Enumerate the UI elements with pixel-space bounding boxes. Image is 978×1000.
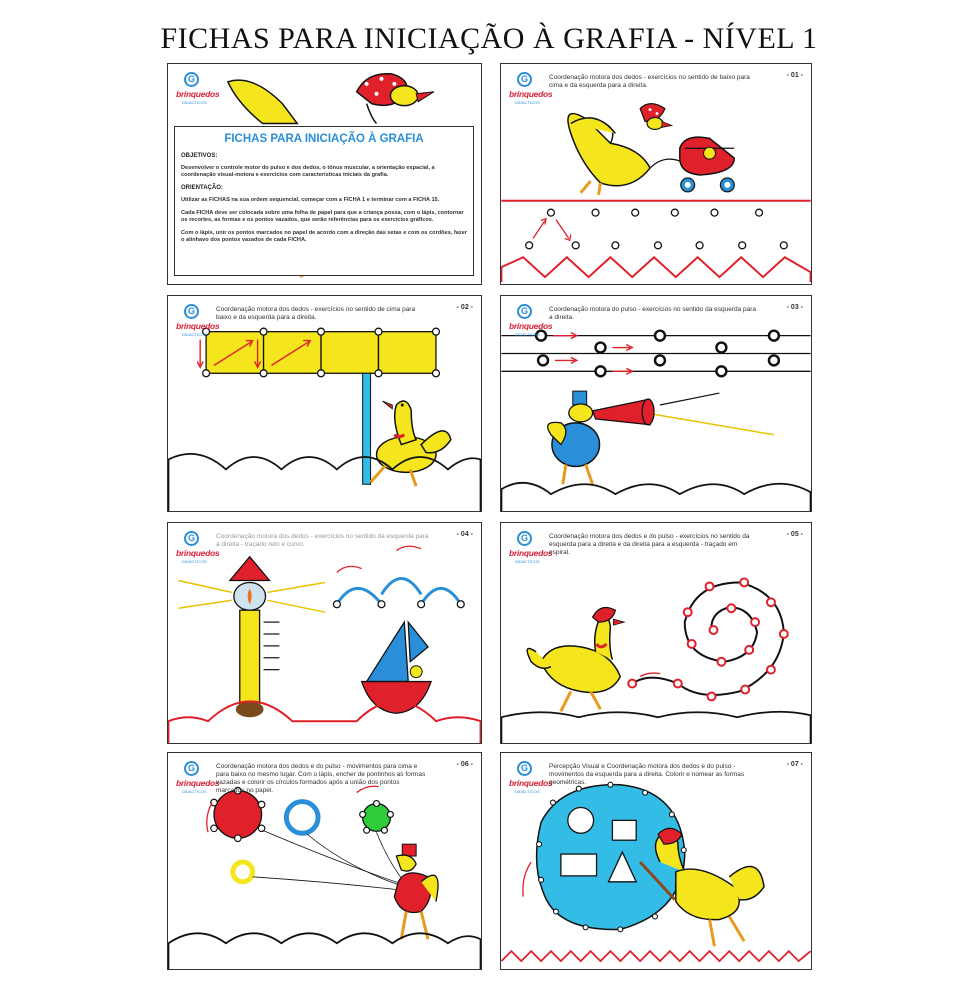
logo-icon: G (184, 72, 199, 87)
logo-brand-name: brinquedos (176, 548, 220, 558)
logo-brand-name: brinquedos (509, 548, 553, 558)
card-number: - 07 - (786, 761, 803, 768)
orientation-paragraph-3: Com o lápis, unir os pontos marcados no papel de acordo com a direção das setas e com os cordões, fazer o alinhavo dos pontos vazados de cada FICHA. (181, 230, 467, 243)
card-number: - 01 - (786, 72, 803, 79)
logo-tagline: DIDÁCTICOS (182, 332, 207, 337)
card-number: - 02 - (456, 304, 473, 311)
logo-brand-name: brinquedos (509, 321, 553, 331)
intro-text-box (174, 126, 474, 276)
brand-logo (176, 72, 220, 112)
brand-logo (509, 304, 553, 344)
card-instruction: Coordenação motora dos dedos - exercícios no sentido da esquerda para a direita - traçado reto e curvo. (216, 533, 429, 548)
card-number: - 03 - (786, 304, 803, 311)
logo-icon: G (517, 304, 532, 319)
logo-tagline: DIDÁCTICOS (182, 559, 207, 564)
logo-tagline: DIDÁCTICOS (515, 332, 540, 337)
logo-brand-name: brinquedos (176, 89, 220, 99)
page-title: FICHAS PARA INICIAÇÃO À GRAFIA - NÍVEL 1 (160, 22, 818, 55)
logo-brand-name: brinquedos (509, 778, 553, 788)
card-03 (500, 295, 812, 512)
logo-brand-name: brinquedos (176, 321, 220, 331)
orientation-paragraph-1: Utilizar as FICHAS na sua ordem sequencial, começar com a FICHA 1 e terminar com a FICHA 15. (181, 197, 440, 203)
logo-icon: G (184, 761, 199, 776)
orientation-paragraph-2: Cada FICHA deve ser colocada sobre uma folha de papel para que a criança possa, com o lápis, contornar os recortes, as formas e os pontos vazados, que serão referências para os exercícios gráficos. (181, 210, 464, 223)
logo-icon: G (517, 72, 532, 87)
brand-logo (176, 761, 220, 801)
logo-tagline: DIDÁCTICOS (515, 559, 540, 564)
logo-tagline: DIDÁCTICOS (515, 100, 540, 105)
card-02 (167, 295, 482, 512)
logo-brand-name: brinquedos (176, 778, 220, 788)
brand-logo (509, 761, 553, 801)
card-instruction: Coordenação motora do pulso - exercícios no sentido da esquerda para a direita. (549, 306, 757, 321)
logo-icon: G (184, 531, 199, 546)
intro-card (167, 63, 482, 285)
card-instruction: Coordenação motora dos dedos - exercícios no sentido de cima para baixo e da esquerda para a direita. (216, 306, 416, 321)
logo-icon: G (517, 531, 532, 546)
logo-brand-name: brinquedos (509, 89, 553, 99)
orientation-label: ORIENTAÇÃO: (181, 185, 223, 191)
logo-icon: G (517, 761, 532, 776)
card-instruction: Coordenação motora dos dedos - exercícios no sentido de baixo para cima e da esquerda para a direita. (549, 74, 750, 89)
intro-heading: FICHAS PARA INICIAÇÃO À GRAFIA (224, 133, 424, 145)
card-number: - 04 - (456, 531, 473, 538)
brand-logo (176, 531, 220, 571)
card-number: - 06 - (456, 761, 473, 768)
card-04 (167, 522, 482, 744)
card-instruction: Coordenação motora dos dedos e do pulso - exercícios no sentido da esquerda para a direita e da direita para a esquerda - traçado em espiral. (549, 533, 750, 556)
card-instruction: Percepção Visual e Coordenação motora dos dedos e do pulso - movimentos da esquerda para a direita. Colorir e nomear as formas geométricas. (549, 763, 745, 786)
logo-icon: G (184, 304, 199, 319)
objectives-text: Desenvolver o controle motor do pulso e dos dedos, o tônus muscular, a orientação espacial, a coordenação visual-motora e exercícios com características iniciais da grafia. (181, 165, 435, 178)
brand-logo (176, 304, 220, 344)
card-06 (167, 752, 482, 970)
brand-logo (509, 531, 553, 571)
card-instruction: Coordenação motora dos dedos e do pulso - movimentos para cima e para baixo no mesmo lugar. Com o lápis, encher de pontinhos as formas vazadas e colorir os círculos formados após a união dos pontos marcados no papel. (216, 763, 426, 794)
card-05 (500, 522, 812, 744)
brand-logo (509, 72, 553, 112)
logo-tagline: DIDÁCTICOS (182, 100, 207, 105)
card-01 (500, 63, 812, 285)
logo-tagline: DIDÁCTICOS (182, 789, 207, 794)
logo-tagline: DIDÁCTICOS (515, 789, 540, 794)
card-07 (500, 752, 812, 970)
card-number: - 05 - (786, 531, 803, 538)
objectives-label: OBJETIVOS: (181, 153, 218, 159)
